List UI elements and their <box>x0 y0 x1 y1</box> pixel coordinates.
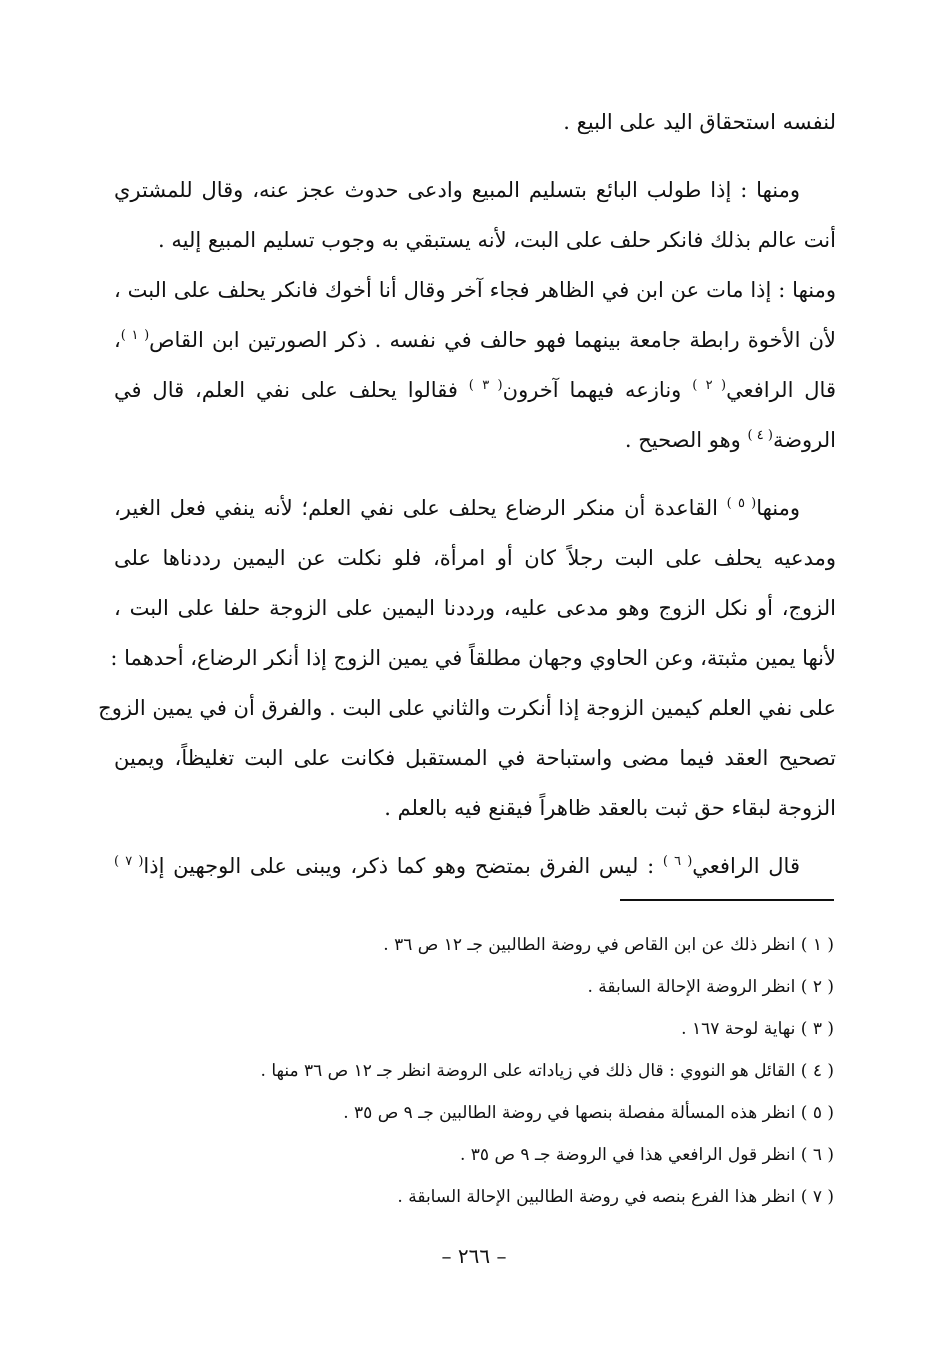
main-text <box>98 97 836 891</box>
footnote-ref-4: ( ٤ ) <box>747 428 773 443</box>
line-text: ومدعيه يحلف على البت رجلاً كان أو امرأة، فلو نكلت عن اليمين رددناها على <box>114 546 836 570</box>
footnote-ref-6: ( ٦ ) <box>662 854 693 869</box>
text-line-3 <box>114 215 836 265</box>
footnotes <box>114 924 834 1218</box>
line-text: على نفي العلم كيمين الزوجة إذا أنكرت والثاني على البت . والفرق أن في يمين الزوج <box>98 696 836 720</box>
text-line-2 <box>114 165 836 215</box>
text-line-4 <box>114 265 836 315</box>
text-line-1 <box>114 97 836 147</box>
line-text: قال الرافعي <box>726 378 836 402</box>
line-text: وهو الصحيح . <box>624 428 741 452</box>
line-text: لنفسه استحقاق اليد على البيع . <box>563 110 836 134</box>
text-line-7 <box>114 415 836 465</box>
footnote-3: ( ٣ ) نهاية لوحة ١٦٧ . <box>681 1019 834 1039</box>
line-text: : ليس الفرق بمتضح وهو كما ذكر، ويبنى على الوجهين إذا <box>143 854 655 878</box>
line-text: أنت عالم بذلك فانكر حلف على البت، لأنه يستبقي به وجوب تسليم المبيع إليه . <box>158 228 836 252</box>
text-line-9 <box>114 533 836 583</box>
text-line-15 <box>114 841 836 891</box>
footnote-ref-7: ( ٧ ) <box>114 854 144 869</box>
line-text: ومنها : إذا طولب البائع بتسليم المبيع وادعى حدوث عجز عنه، وقال للمشتري <box>114 178 800 202</box>
paragraph-gap <box>114 465 836 483</box>
text-line-11 <box>110 633 836 683</box>
footnote-ref-3: ( ٣ ) <box>468 378 503 393</box>
footnote-2: ( ٢ ) انظر الروضة الإحالة السابقة . <box>587 977 834 997</box>
line-text: الزوج، أو نكل الزوج وهو مدعى عليه، ورددنا اليمين على الزوجة حلفا على البت ، <box>114 596 836 620</box>
footnote-ref-1: ( ١ ) <box>120 328 150 343</box>
line-text: الروضة <box>772 428 836 452</box>
line-text: تصحيح العقد فيما مضى واستباحة في المستقبل فكانت على البت تغليظاً، ويمين <box>114 746 836 770</box>
line-text: لأن الأخوة رابطة جامعة بينهما فهو حالف في نفسه . ذكر الصورتين ابن القاص <box>149 328 836 352</box>
line-text: الزوجة لبقاء حق ثبت بالعقد ظاهراً فيقنع فيه بالعلم . <box>384 796 836 820</box>
text-line-6 <box>114 365 836 415</box>
text-line-12 <box>98 683 836 733</box>
footnote-ref-5: ( ٥ ) <box>726 496 757 511</box>
text-line-13 <box>114 733 836 783</box>
line-punctuation: ، <box>114 328 121 352</box>
footnote-ref-2: ( ٢ ) <box>692 378 727 393</box>
footnote-6: ( ٦ ) انظر قول الرافعي هذا في الروضة جـ ٩ ص ٣٥ . <box>459 1145 834 1165</box>
footnote-1: ( ١ ) انظر ذلك عن ابن القاص في روضة الطالبين جـ ١٢ ص ٣٦ . <box>383 935 834 955</box>
line-text: القاعدة أن منكر الرضاع يحلف على نفي العلم؛ لأنه ينفي فعل الغير، <box>114 496 718 520</box>
footnote-7: ( ٧ ) انظر هذا الفرع بنصه في روضة الطالبين الإحالة السابقة . <box>397 1187 834 1207</box>
footnote-separator <box>620 899 834 901</box>
text-line-14 <box>114 783 836 833</box>
line-text: لأنها يمين مثبتة، وعن الحاوي وجهان مطلقاً في يمين الزوج إذا أنكر الرضاع، أحدهما : <box>110 646 836 670</box>
text-line-10 <box>114 583 836 633</box>
line-text: فقالوا يحلف على نفي العلم، قال في <box>114 378 458 402</box>
paragraph-gap <box>114 833 836 841</box>
line-text: ونازعه فيهما آخرون <box>502 378 682 402</box>
paragraph-gap <box>114 147 836 165</box>
footnote-4: ( ٤ ) القائل هو النووي : قال ذلك في زياداته على الروضة انظر جـ ١٢ ص ٣٦ منها . <box>260 1061 834 1081</box>
line-text: ومنها <box>756 496 800 520</box>
footnote-5: ( ٥ ) انظر هذه المسألة مفصلة بنصها في روضة الطالبين جـ ٩ ص ٣٥ . <box>343 1103 834 1123</box>
line-text: قال الرافعي <box>692 854 800 878</box>
text-line-8 <box>114 483 836 533</box>
text-line-5 <box>114 315 836 365</box>
line-text: ومنها : إذا مات عن ابن في الظاهر فجاء آخر وقال أنا أخوك فانكر يحلف على البت ، <box>114 278 836 302</box>
page-number: – ٢٦٦ – <box>441 1244 507 1268</box>
